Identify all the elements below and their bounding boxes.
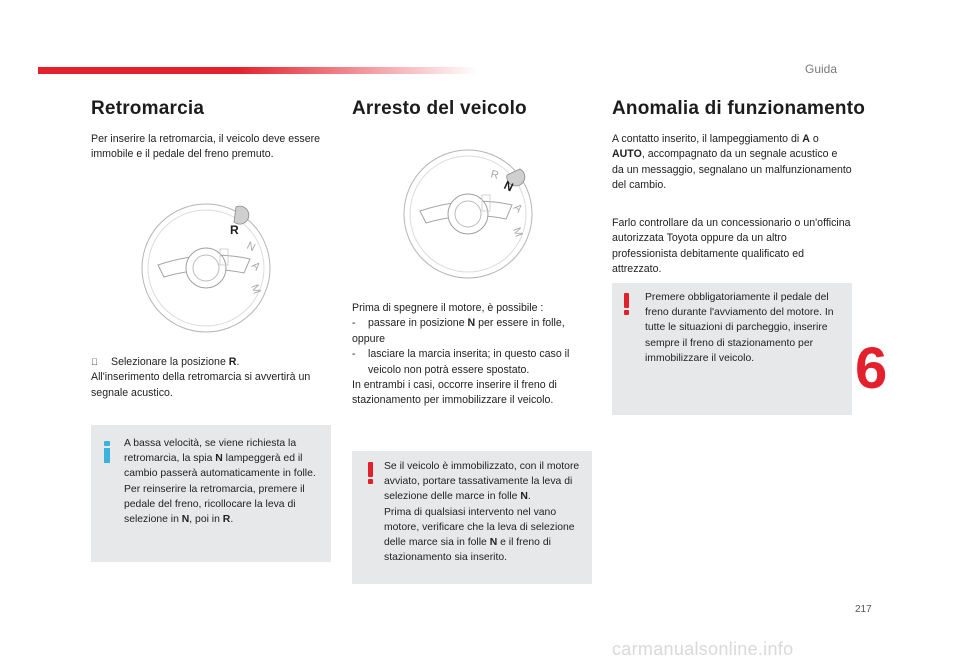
warning-box-anomalia bbox=[612, 283, 852, 415]
warning-text: Premere obbligatoriamente il pedale del freno durante l'avviamento del motore. In tutte le situazioni di parcheggio, inserire sempre il freno di stazionamento per immobilizzare il veicolo. bbox=[645, 292, 834, 364]
dial-label-r: R bbox=[489, 168, 501, 182]
gear-selector-dial-r bbox=[140, 197, 282, 339]
warning-icon bbox=[623, 293, 631, 315]
arresto-text: Prima di spegnere il motore, è possibile : - passare in posizione N per essere in folle, oppure - lasciare la marcia inserita; in questo caso il veicolo non potrà essere spostato. In entrambi i casi, occorre inserire il freno di stazionamento per immobilizzare il veicolo. bbox=[352, 302, 570, 407]
warning-icon bbox=[367, 462, 375, 484]
dial-label-m: M bbox=[510, 225, 525, 239]
anomalia-para-1: A contatto inserito, il lampeggiamento di A o AUTO, accompagnato da un segnale acustico e da un messaggio, segnalano un malfunzionamento del cambio. bbox=[612, 133, 852, 192]
watermark: carmanualsonline.info bbox=[612, 639, 794, 659]
step-bullet-icon bbox=[91, 355, 111, 370]
dial-label-m: M bbox=[248, 282, 263, 296]
title-retromarcia: Retromarcia bbox=[91, 98, 205, 119]
header-accent-bar bbox=[38, 67, 478, 74]
anomalia-para-2: Farlo controllare da un concessionario o un'officina autorizzata Toyota oppure da un altro professionista debitamente qualificato ed attrezzato. bbox=[612, 217, 851, 276]
dial-label-n: N bbox=[244, 239, 258, 255]
gear-position-marker bbox=[234, 206, 249, 224]
dial-label-r: R bbox=[230, 223, 239, 237]
section-name: Guida bbox=[805, 62, 838, 76]
title-arresto: Arresto del veicolo bbox=[352, 98, 527, 119]
retromarcia-step: Selezionare la posizione R. All'inserimento della retromarcia si avvertirà un segnale acustico. bbox=[91, 356, 311, 399]
chapter-number: 6 bbox=[855, 336, 888, 401]
info-text: A bassa velocità, se viene richiesta la retromarcia, la spia N lampeggerà ed il cambio passerà automaticamente in folle. Per reinserire la retromarcia, premere il pedale del freno, ricollocare la leva di selezione in N, poi in R. bbox=[124, 438, 316, 526]
retromarcia-intro: Per inserire la retromarcia, il veicolo deve essere immobile e il pedale del freno premuto. bbox=[91, 133, 321, 161]
info-box-retromarcia bbox=[91, 425, 331, 562]
dial-label-a: A bbox=[510, 201, 525, 216]
page-number: 217 bbox=[855, 604, 872, 615]
gear-selector-dial-n bbox=[402, 143, 544, 285]
info-icon bbox=[102, 441, 112, 463]
dial-label-a: A bbox=[248, 259, 263, 274]
warning-text: Se il veicolo è immobilizzato, con il motore avviato, portare tassativamente la leva di selezione delle marce in folle N. Prima di qualsiasi intervento nel vano motore, verificare che la leva di selezione delle marce sia in folle N e il freno di stazionamento sia inserito. bbox=[384, 461, 580, 564]
title-anomalia: Anomalia di funzionamento bbox=[612, 98, 866, 119]
warning-box-arresto bbox=[352, 451, 592, 584]
dial-label-n: N bbox=[501, 178, 516, 195]
